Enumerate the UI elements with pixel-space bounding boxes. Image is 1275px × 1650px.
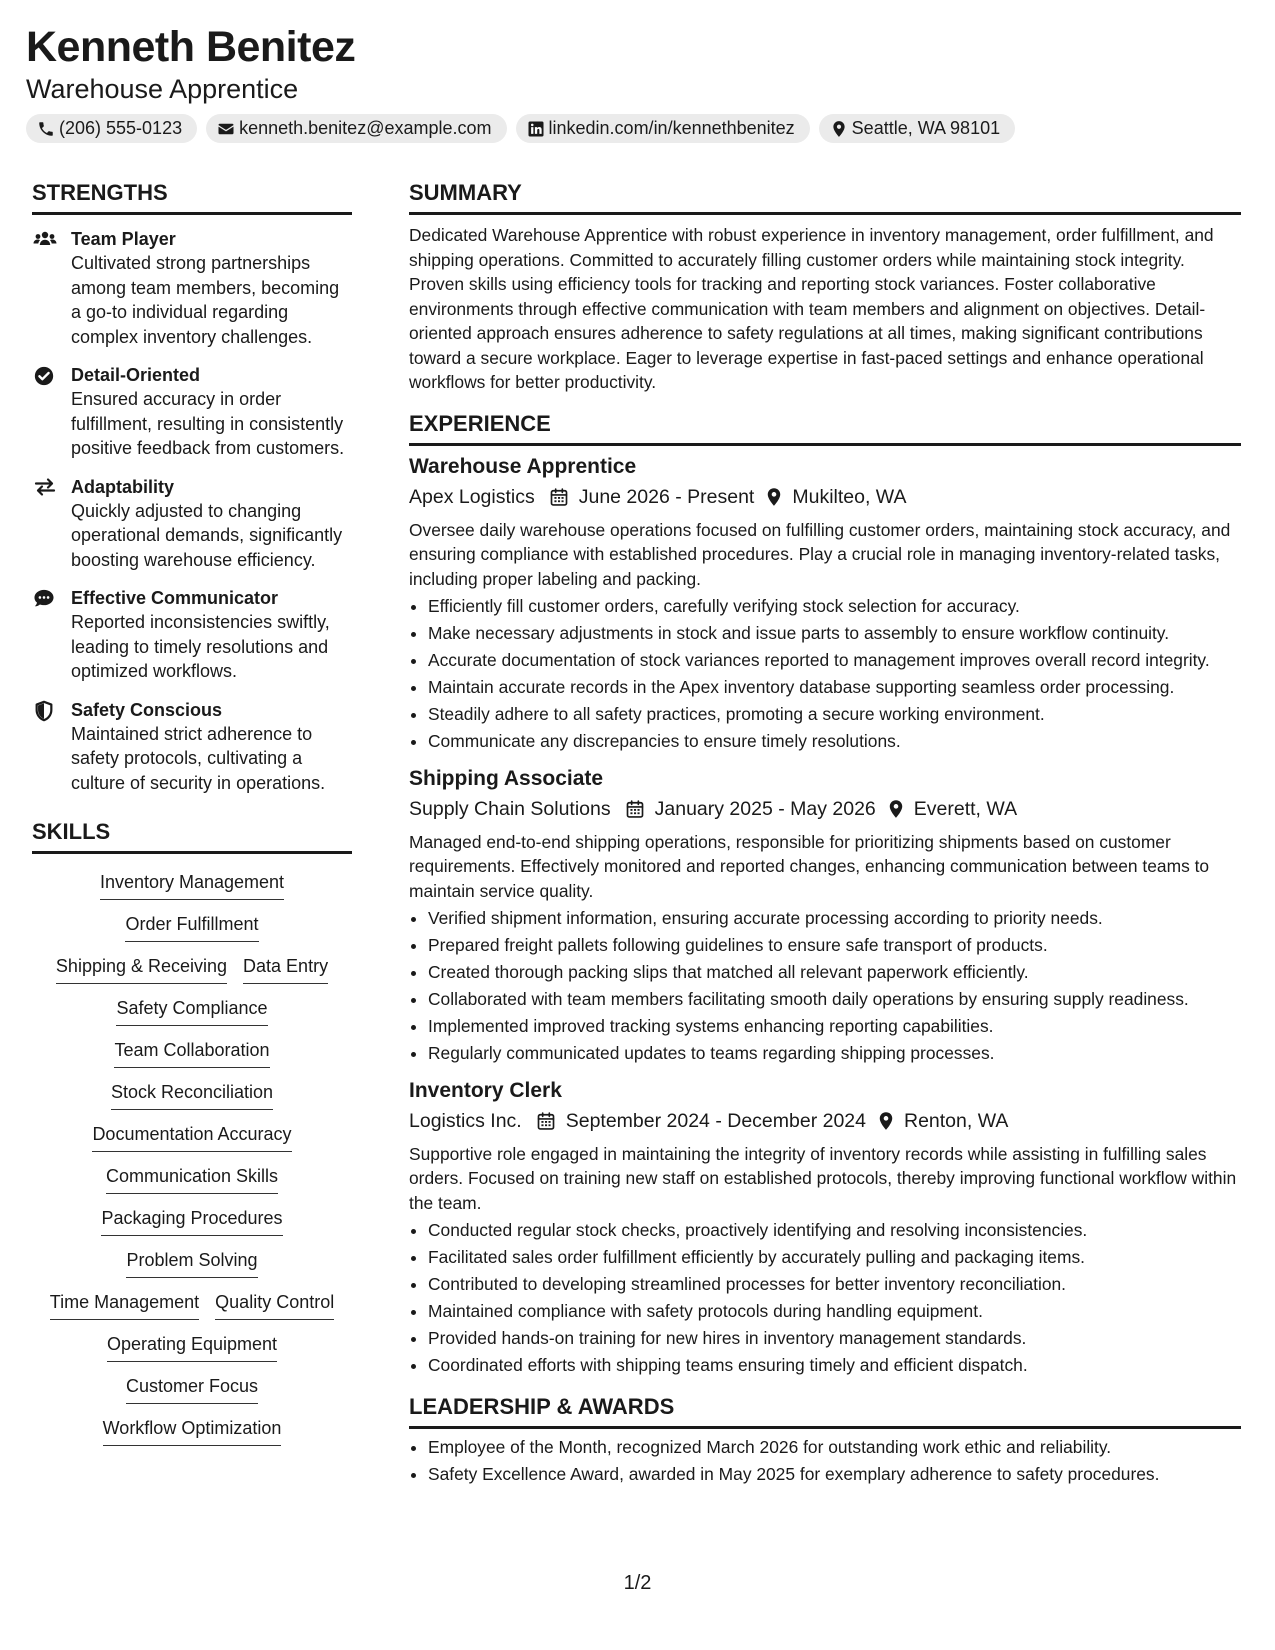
contact-linkedin[interactable] [516, 114, 810, 143]
job-title: Inventory Clerk [409, 1078, 562, 1102]
job-meta [409, 482, 1241, 512]
skill-row [32, 870, 352, 900]
list-item: • Coordinated efforts with shipping teams ensuring timely and efficient dispatch. [428, 1353, 1241, 1378]
job-location: Mukilteo, WA [792, 485, 907, 508]
skill-tag: Shipping & Receiving [56, 954, 227, 984]
skill-tag: Data Entry [243, 954, 328, 984]
job-dates: September 2024 - December 2024 [565, 1109, 866, 1132]
skill-row [32, 1122, 352, 1152]
skill-tag: Quality Control [215, 1290, 334, 1320]
list-item: • Steadily adhere to all safety practices, promoting a secure working environment. [428, 702, 1241, 727]
job-entry [409, 764, 1241, 1066]
list-item: • Employee of the Month, recognized March 2026 for outstanding work ethic and reliability. [428, 1435, 1241, 1460]
job-description: Oversee daily warehouse operations focused on fulfilling customer orders, maintaining stock accuracy, and ensuring compliance with established procedures. Play a crucial role in managing inventory-related tasks, including proper labeling and packing. [409, 519, 1231, 589]
list-item: • Maintained compliance with safety protocols during handling equipment. [428, 1299, 1241, 1324]
skill-tag: Safety Compliance [116, 996, 267, 1026]
exchange-arrows-icon [33, 477, 55, 497]
list-item: • Contributed to developing streamlined processes for better inventory reconciliation. [428, 1272, 1241, 1297]
job-dates: June 2026 - Present [578, 485, 755, 508]
leadership-heading: LEADERSHIP & AWARDS [409, 1392, 1241, 1429]
candidate-title: Warehouse Apprentice [26, 74, 299, 104]
skill-tag: Team Collaboration [114, 1038, 269, 1068]
skill-tag: Communication Skills [106, 1164, 278, 1194]
job-entry [409, 452, 1241, 754]
list-item: • Provided hands-on training for new hires in inventory management standards. [428, 1326, 1241, 1351]
contact-email[interactable] [206, 114, 506, 143]
job-company: Logistics Inc. [409, 1109, 522, 1132]
job-location: Everett, WA [913, 797, 1018, 820]
location-pin-icon [866, 1111, 904, 1131]
summary-text: Dedicated Warehouse Apprentice with robust experience in inventory management, order fulfillment, and shipping operations. Committed to accurately filling customer orders while maintaining stock integrity. Proven skills using efficiency tools for tracking and reporting stock variances. Foster collaborative environments through effective communication with team members and alignment on objectives. Detail-oriented approach ensures adherence to safety regulations at all times, making significant contributions toward a secure workplace. Eager to leverage expertise in fast-paced settings and enhance operational workflows for better productivity. [409, 225, 1214, 392]
skill-row [32, 1206, 352, 1236]
strength-item [32, 698, 352, 796]
right-column [409, 178, 1241, 1489]
list-item: • Created thorough packing slips that matched all relevant paperwork efficiently. [428, 960, 1241, 985]
list-item: • Collaborated with team members facilitating smooth daily operations by ensuring supply readiness. [428, 987, 1241, 1012]
left-column [32, 178, 352, 1446]
job-bullets [409, 594, 1241, 754]
skill-row [32, 1038, 352, 1068]
strength-description: Maintained strict adherence to safety protocols, cultivating a culture of security in operations. [71, 723, 326, 793]
location-pin-icon [754, 487, 792, 507]
check-circle-icon [33, 365, 55, 385]
contact-linkedin-text: linkedin.com/in/kennethbenitez [548, 118, 795, 138]
skill-row [32, 1248, 352, 1278]
skill-tag: Stock Reconciliation [111, 1080, 273, 1110]
strength-title: Detail-Oriented [71, 365, 201, 385]
skill-tag: Packaging Procedures [101, 1206, 282, 1236]
skill-tag: Inventory Management [100, 870, 284, 900]
list-item: • Prepared freight pallets following guidelines to ensure safe transport of products. [428, 933, 1241, 958]
skill-row [32, 1374, 352, 1404]
job-description: Managed end-to-end shipping operations, responsible for prioritizing shipments based on customer requirements. Effectively monitored and reported changes, enhancing communication between teams to maintain service quality. [409, 831, 1210, 901]
contact-phone-text: (206) 555-0123 [59, 118, 183, 138]
strength-title: Adaptability [71, 476, 175, 497]
contact-phone[interactable] [26, 114, 197, 143]
job-meta [409, 1106, 1241, 1136]
strength-title: Team Player [71, 229, 176, 249]
summary-heading: SUMMARY [409, 178, 1241, 215]
calendar-icon [522, 1111, 566, 1131]
strength-description: Reported inconsistencies swiftly, leading to timely resolutions and optimized workflows. [71, 612, 330, 681]
skill-row [32, 996, 352, 1026]
list-item: • Conducted regular stock checks, proactively identifying and resolving inconsistencies. [428, 1218, 1241, 1243]
strength-description: Quickly adjusted to changing operational demands, significantly boosting warehouse efficiency. [71, 500, 343, 570]
list-item: • Regularly communicated updates to teams regarding shipping processes. [428, 1041, 1241, 1066]
phone-icon [37, 120, 55, 138]
users-icon [33, 229, 55, 249]
list-item: • Accurate documentation of stock variances reported to management improves overall record integrity. [428, 648, 1241, 673]
list-item: • Communicate any discrepancies to ensure timely resolutions. [428, 729, 1241, 754]
location-pin-icon [830, 120, 848, 138]
strength-description: Ensured accuracy in order fulfillment, resulting in consistently positive feedback from customers. [71, 389, 345, 458]
leadership-list [409, 1435, 1241, 1487]
strength-item [32, 363, 352, 461]
skills-heading: SKILLS [32, 817, 352, 854]
strength-title: Safety Conscious [71, 699, 223, 720]
skill-row [32, 1416, 352, 1446]
list-item: • Implemented improved tracking systems enhancing reporting capabilities. [428, 1014, 1241, 1039]
strengths-heading: STRENGTHS [32, 178, 352, 215]
job-bullets [409, 1218, 1241, 1378]
calendar-icon [535, 487, 579, 507]
envelope-icon [217, 120, 235, 138]
skill-tag: Operating Equipment [107, 1332, 277, 1362]
job-company: Apex Logistics [409, 485, 535, 508]
skill-tag: Workflow Optimization [103, 1416, 282, 1446]
strength-description: Cultivated strong partnerships among team members, becoming a go-to individual regarding complex inventory challenges. [71, 253, 340, 347]
comment-icon [33, 588, 55, 608]
list-item: • Verified shipment information, ensuring accurate processing according to priority needs. [428, 906, 1241, 931]
skill-row [32, 1164, 352, 1194]
job-description: Supportive role engaged in maintaining the integrity of inventory records while assisting in fulfilling sales orders. Focused on training new staff on established protocols, thereby improving functional workflow within the team. [409, 1143, 1237, 1213]
job-location: Renton, WA [903, 1109, 1009, 1132]
job-dates: January 2025 - May 2026 [654, 797, 876, 820]
linkedin-icon [527, 120, 545, 138]
skill-row [32, 1080, 352, 1110]
list-item: • Maintain accurate records in the Apex inventory database supporting seamless order processing. [428, 675, 1241, 700]
list-item: • Facilitated sales order fulfillment efficiently by accurately pulling and packaging items. [428, 1245, 1241, 1270]
strength-title: Effective Communicator [71, 588, 279, 608]
skill-tag: Customer Focus [126, 1374, 258, 1404]
experience-heading: EXPERIENCE [409, 409, 1241, 446]
contact-location-text: Seattle, WA 98101 [851, 118, 1001, 138]
job-title: Warehouse Apprentice [409, 454, 637, 478]
strength-item [32, 475, 352, 573]
skill-tag: Documentation Accuracy [92, 1122, 291, 1152]
skill-tag: Problem Solving [126, 1248, 257, 1278]
strength-item [32, 227, 352, 349]
job-meta [409, 794, 1241, 824]
job-company: Supply Chain Solutions [409, 797, 611, 820]
skill-tag: Time Management [50, 1290, 199, 1320]
list-item: • Safety Excellence Award, awarded in May 2025 for exemplary adherence to safety procedures. [428, 1462, 1241, 1487]
skill-row [32, 954, 352, 984]
strength-item [32, 586, 352, 684]
skill-row [32, 912, 352, 942]
job-bullets [409, 906, 1241, 1066]
skill-row [32, 1290, 352, 1320]
candidate-name: Kenneth Benitez [26, 23, 356, 71]
list-item: • Efficiently fill customer orders, carefully verifying stock selection for accuracy. [428, 594, 1241, 619]
contact-email-text: kenneth.benitez@example.com [239, 118, 492, 138]
contact-bar [26, 114, 1015, 143]
skill-row [32, 1332, 352, 1362]
page-number: 1/2 [623, 1572, 652, 1594]
shield-icon [33, 700, 55, 720]
list-item: • Make necessary adjustments in stock and issue parts to assembly to ensure workflow continuity. [428, 621, 1241, 646]
skill-tag: Order Fulfillment [125, 912, 258, 942]
skills-list [32, 870, 352, 1446]
contact-location [819, 114, 1015, 143]
job-entry [409, 1076, 1241, 1378]
calendar-icon [611, 799, 655, 819]
job-title: Shipping Associate [409, 766, 604, 790]
location-pin-icon [876, 799, 914, 819]
